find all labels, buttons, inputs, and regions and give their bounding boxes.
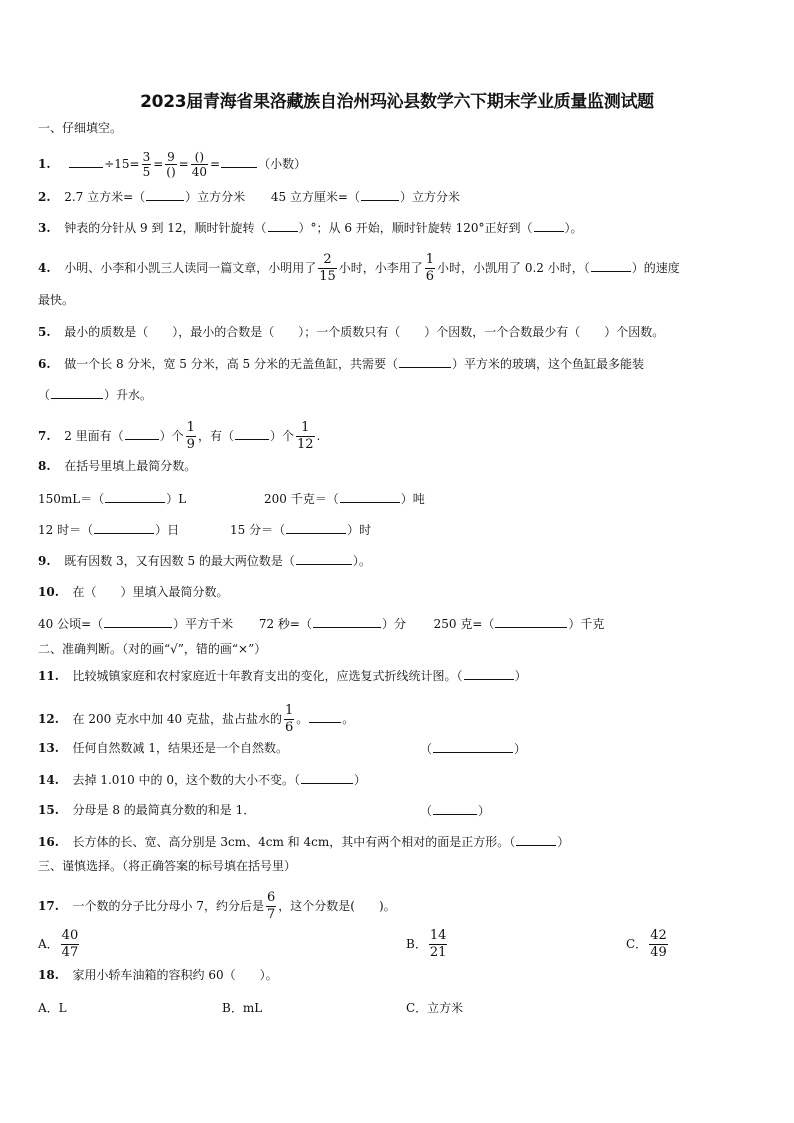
numerator: 3 — [142, 150, 151, 164]
question-number: 13. — [38, 741, 59, 755]
answer-blank[interactable] — [309, 710, 341, 723]
question-number: 7. — [38, 429, 51, 443]
answer-blank[interactable] — [146, 188, 184, 201]
question-text: ） — [557, 835, 570, 849]
question-10 — [38, 584, 229, 600]
denominator: 12 — [296, 437, 314, 452]
option-b[interactable]: B．mL — [222, 1001, 263, 1015]
question-text: ）立方分米 — [185, 190, 246, 204]
page-title: 2023届青海省果洛藏族自治州玛沁县数学六下期末学业质量监测试题 — [140, 92, 654, 112]
numerator: 1 — [186, 420, 195, 435]
question-text: 小时，小李用了 — [338, 261, 423, 275]
denominator: 6 — [425, 269, 435, 284]
answer-blank[interactable] — [301, 771, 353, 784]
question-8 — [38, 458, 196, 474]
fraction — [318, 252, 337, 285]
fraction — [61, 928, 80, 961]
answer-blank[interactable] — [591, 259, 631, 272]
answer-blank[interactable] — [361, 188, 399, 201]
question-text: 小明、小李和小凯三人读同一篇文章，小明用了 — [64, 261, 317, 275]
option-b[interactable] — [406, 928, 449, 961]
question-number: 18. — [38, 968, 59, 982]
question-number: 15. — [38, 803, 59, 817]
answer-blank[interactable] — [296, 552, 352, 565]
question-number: 4. — [38, 261, 51, 275]
question-8-row-2-right — [230, 521, 371, 538]
denominator: 7 — [267, 907, 276, 922]
section-heading-2: 二、准确判断。（对的画“√”，错的画“×”） — [38, 642, 267, 656]
question-18 — [38, 967, 278, 983]
numerator: 42 — [650, 928, 667, 943]
numerator: 1 — [284, 703, 294, 718]
question-text: ）°；从 6 开始，顺时针旋转 120°正好到（ — [298, 221, 533, 235]
question-text: ）吨 — [400, 492, 425, 506]
question-text: . — [316, 429, 321, 443]
answer-blank[interactable] — [69, 155, 103, 168]
question-text: （ — [38, 388, 51, 402]
question-text: ） — [478, 804, 491, 818]
question-text: ÷15= — [104, 157, 140, 171]
numerator: 1 — [296, 420, 315, 437]
denominator: 47 — [61, 945, 79, 960]
answer-blank[interactable] — [125, 427, 159, 440]
question-text: 在（ ）里填入最简分数。 — [72, 585, 229, 599]
numerator: 14 — [429, 928, 447, 943]
option-a[interactable]: A．L — [38, 1001, 67, 1015]
answer-blank[interactable] — [340, 490, 400, 503]
numerator: 9 — [167, 150, 175, 164]
question-text: 15 分＝（ — [230, 523, 286, 537]
answer-blank[interactable] — [105, 490, 165, 503]
question-text: ）平方米的玻璃，这个鱼缸最多能装 — [451, 357, 644, 371]
denominator: 9 — [186, 437, 195, 452]
question-text: ）立方分米 — [399, 190, 460, 204]
answer-blank[interactable] — [534, 219, 564, 232]
denominator: 40 — [191, 165, 207, 179]
question-text: ）的速度 — [631, 261, 680, 275]
fraction — [186, 420, 196, 453]
question-text: 45 立方厘米=（ — [270, 190, 360, 204]
option-a[interactable] — [38, 928, 81, 961]
question-text: 40 公顷=（ — [38, 617, 104, 631]
answer-blank[interactable] — [399, 355, 451, 368]
section-heading-3: 三、谨慎选择。（将正确答案的标号填在括号里） — [38, 859, 297, 873]
fraction — [296, 420, 315, 453]
question-number: 14. — [38, 773, 59, 787]
question-1 — [38, 150, 306, 179]
option-label: A． — [38, 937, 59, 951]
question-10-row — [38, 615, 604, 632]
answer-blank[interactable] — [516, 833, 556, 846]
question-text: ）。 — [352, 554, 371, 568]
answer-blank[interactable] — [51, 386, 103, 399]
question-text: 任何自然数减 1，结果还是一个自然数。 — [72, 741, 288, 755]
question-14 — [38, 771, 366, 788]
question-text: ）时 — [347, 523, 372, 537]
answer-blank[interactable] — [495, 615, 567, 628]
option-c[interactable]: C．立方米 — [406, 1001, 464, 1015]
question-number: 3. — [38, 221, 51, 235]
question-text: ） — [514, 742, 527, 756]
option-label: B． — [406, 937, 427, 951]
denominator: 6 — [284, 720, 294, 735]
denominator: 15 — [319, 269, 336, 284]
fraction — [266, 890, 276, 923]
fraction — [649, 928, 668, 961]
question-text: ） — [353, 773, 366, 787]
numerator: 6 — [267, 890, 276, 905]
question-text: 2 里面有（ — [64, 429, 124, 443]
answer-blank[interactable] — [221, 155, 257, 168]
question-text: 家用小轿车油箱的容积约 60（ ）。 — [72, 968, 278, 982]
question-number: 17. — [38, 899, 59, 913]
question-8-row-1-right — [264, 490, 425, 507]
question-text: 去掉 1.010 中的 0，这个数的大小不变。（ — [72, 773, 300, 787]
question-15-answer — [420, 802, 490, 819]
question-text: 150mL＝（ — [38, 492, 105, 506]
denominator: 21 — [429, 945, 447, 960]
fraction — [429, 928, 448, 961]
question-12 — [38, 703, 354, 736]
question-9 — [38, 552, 371, 569]
question-text: 200 千克＝（ — [264, 492, 339, 506]
denominator: 49 — [650, 945, 667, 960]
question-text: 在括号里填上最简分数。 — [64, 459, 197, 473]
question-text: 。 — [342, 712, 355, 726]
question-6-continued — [38, 386, 152, 403]
numerator: 2 — [318, 252, 337, 269]
question-text: 12 时＝（ — [38, 523, 94, 537]
answer-blank[interactable] — [235, 427, 269, 440]
question-text: 一个数的分子比分母小 7，约分后是 — [72, 899, 264, 913]
question-text: 最小的质数是（ ），最小的合数是（ ）；一个质数只有（ ）个因数，一个合数最少有（ ）个因数。 — [64, 325, 665, 339]
question-text: 在 200 克水中加 40 克盐，盐占盐水的 — [72, 712, 282, 726]
question-text: ）。 — [564, 221, 583, 235]
question-text: 既有因数 3，又有因数 5 的最大两位数是（ — [64, 554, 295, 568]
question-text: ）千克 — [568, 617, 605, 631]
question-number: 9. — [38, 554, 51, 568]
fraction — [142, 150, 152, 179]
question-text: 小时，小凯用了 0.2 小时，（ — [437, 261, 590, 275]
question-text: 250 克=（ — [433, 617, 495, 631]
question-3 — [38, 219, 583, 236]
answer-blank[interactable] — [464, 667, 514, 680]
option-c[interactable] — [626, 928, 670, 961]
question-text: 做一个长 8 分米，宽 5 分米，高 5 分米的无盖鱼缸，共需要（ — [64, 357, 398, 371]
question-number: 12. — [38, 712, 59, 726]
question-text: 。 — [296, 712, 309, 726]
question-text: 2.7 立方米=（ — [64, 190, 146, 204]
question-text: 长方体的长、宽、高分别是 3cm、4cm 和 4cm，其中有两个相对的面是正方形。（ — [72, 835, 516, 849]
answer-blank[interactable] — [268, 219, 298, 232]
question-16 — [38, 833, 569, 850]
question-4-continued: 最快。 — [38, 293, 75, 307]
question-number: 16. — [38, 835, 59, 849]
question-text: ，有（ — [197, 429, 234, 443]
question-8-row-1 — [38, 490, 186, 507]
fraction — [284, 703, 294, 736]
question-text: ）分 — [381, 617, 406, 631]
answer-blank[interactable] — [433, 802, 477, 815]
question-text: ）个 — [269, 429, 294, 443]
question-6 — [38, 355, 644, 372]
question-text: （ — [420, 742, 433, 756]
numerator: () — [191, 150, 208, 165]
fraction — [425, 252, 435, 285]
option-label: C． — [626, 937, 648, 951]
question-text: 72 秒=（ — [258, 617, 312, 631]
question-number: 1. — [38, 157, 51, 171]
question-text: ）日 — [155, 523, 180, 537]
question-number: 6. — [38, 357, 51, 371]
question-text: （ — [420, 804, 433, 818]
question-5 — [38, 324, 664, 340]
numerator: 1 — [425, 252, 435, 267]
question-number: 11. — [38, 669, 59, 683]
question-text: ）个 — [159, 429, 184, 443]
question-number: 8. — [38, 459, 51, 473]
numerator: 40 — [61, 928, 79, 943]
answer-blank[interactable] — [313, 615, 381, 628]
question-17 — [38, 890, 396, 923]
question-13-answer — [420, 740, 526, 757]
question-text: 比较城镇家庭和农村家庭近十年教育支出的变化，应选复式折线统计图。（ — [72, 669, 463, 683]
question-number: 10. — [38, 585, 59, 599]
question-11 — [38, 667, 527, 684]
question-4 — [38, 252, 680, 285]
question-text: ）L — [166, 492, 187, 506]
denominator: () — [166, 165, 176, 179]
question-13 — [38, 740, 288, 756]
question-text: ） — [514, 669, 527, 683]
question-number: 2. — [38, 190, 51, 204]
equals-sign: = — [210, 157, 221, 171]
question-7 — [38, 420, 320, 453]
fraction — [191, 150, 208, 179]
question-text: （小数） — [258, 157, 307, 171]
question-text: ）升水。 — [104, 388, 153, 402]
question-text: 分母是 8 的最简真分数的和是 1． — [72, 803, 256, 817]
answer-blank[interactable] — [104, 615, 172, 628]
question-text: ）平方千米 — [173, 617, 234, 631]
fraction — [165, 150, 176, 179]
answer-blank[interactable] — [94, 521, 154, 534]
question-15 — [38, 802, 255, 818]
answer-blank[interactable] — [433, 740, 513, 753]
question-2 — [38, 188, 460, 205]
question-number: 5. — [38, 325, 51, 339]
equals-sign: = — [178, 157, 189, 171]
answer-blank[interactable] — [286, 521, 346, 534]
denominator: 5 — [142, 165, 151, 179]
question-text: 钟表的分针从 9 到 12，顺时针旋转（ — [64, 221, 267, 235]
section-heading-1: 一、仔细填空。 — [38, 121, 123, 135]
equals-sign: = — [153, 157, 164, 171]
question-text: ，这个分数是( )。 — [278, 899, 396, 913]
question-8-row-2 — [38, 521, 179, 538]
